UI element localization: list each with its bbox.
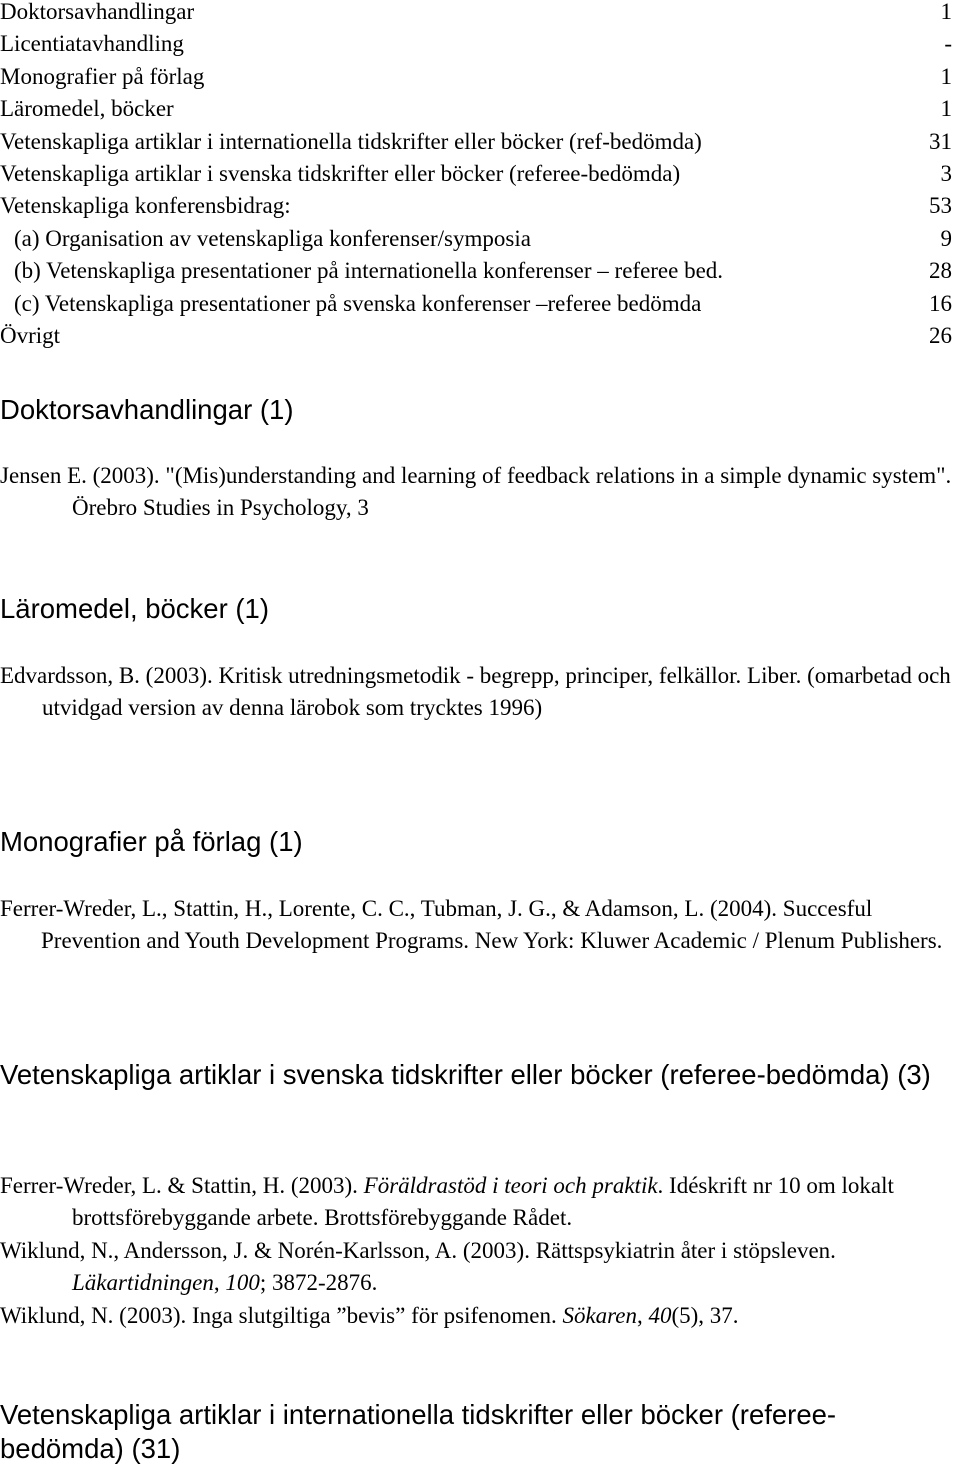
reference-list-laromedel — [0, 660, 960, 725]
summary-row — [0, 32, 952, 64]
section-heading-svenska-artiklar: Vetenskapliga artiklar i svenska tidskrifter eller böcker (referee-bedömda) (3) — [0, 1059, 931, 1090]
summary-count: 1 — [940, 0, 952, 24]
reference-entry — [0, 1300, 960, 1332]
reference-entry — [0, 1170, 960, 1235]
summary-count: - — [944, 31, 952, 57]
reference-journal-italic: Sökaren — [562, 1302, 637, 1328]
summary-label: Licentiatavhandling — [0, 31, 184, 57]
summary-row — [0, 324, 952, 356]
summary-row — [0, 162, 952, 194]
reference-entry — [0, 1235, 960, 1300]
summary-label: Vetenskapliga konferensbidrag: — [0, 193, 291, 219]
summary-label: (c) Vetenskapliga presentationer på svenska konferenser –referee bedömda — [14, 290, 702, 316]
summary-count: 53 — [929, 193, 952, 219]
reference-journal-italic: Läkartidningen — [72, 1270, 214, 1296]
summary-row — [0, 130, 952, 162]
summary-count: 28 — [929, 258, 952, 284]
summary-label: Vetenskapliga artiklar i internationella tidskrifter eller böcker (ref-bedömda) — [0, 128, 702, 154]
reference-entry: Jensen E. (2003). "(Mis)understanding and learning of feedback relations in a simple dynamic system". Örebro Studies in Psychology, 3 — [0, 463, 952, 521]
reference-text: (5), 37. — [671, 1302, 739, 1328]
reference-entry: Edvardsson, B. (2003). Kritisk utredningsmetodik - begrepp, principer, felkällor. Liber. (omarbetad och utvidgad version av denna lärobok som trycktes 1996) — [0, 663, 951, 721]
reference-entry: Ferrer-Wreder, L., Stattin, H., Lorente, C. C., Tubman, J. G., & Adamson, L. (2004). Succesful Prevention and Youth Development Programs. New York: Kluwer Academic / Plenum Publishers. — [0, 896, 943, 954]
summary-label: Övrigt — [0, 322, 61, 348]
reference-text: Ferrer-Wreder, L. & Stattin, H. (2003). — [0, 1173, 364, 1198]
summary-row — [0, 227, 952, 259]
summary-label: (a) Organisation av vetenskapliga konferenser/symposia — [14, 225, 531, 251]
summary-label: (b) Vetenskapliga presentationer på internationella konferenser – referee bed. — [14, 258, 724, 284]
reference-text: ; 3872-2876. — [259, 1270, 378, 1296]
summary-count: 1 — [940, 96, 952, 122]
summary-count: 26 — [929, 322, 952, 348]
reference-volume-italic: 40 — [648, 1302, 672, 1328]
reference-text: , — [213, 1270, 226, 1296]
summary-row — [0, 259, 952, 291]
summary-label: Läromedel, böcker — [0, 96, 174, 122]
reference-text: , — [636, 1302, 649, 1328]
section-heading-doktorsavhandlingar: Doktorsavhandlingar (1) — [0, 394, 294, 425]
summary-label: Monografier på förlag — [0, 63, 205, 89]
reference-list-doktorsavhandlingar — [0, 460, 960, 525]
reference-list-monografier — [0, 893, 960, 958]
summary-count: 1 — [940, 63, 952, 89]
summary-count: 3 — [940, 160, 952, 186]
section-heading-laromedel: Läromedel, böcker (1) — [0, 593, 270, 624]
reference-text: . Idéskrift nr 10 om lokalt brottsförebyggande arbete. Brottsförebyggande Rådet. — [72, 1173, 894, 1231]
reference-list-svenska-artiklar — [0, 1170, 960, 1332]
reference-title-italic: Föräldrastöd i teori och praktik — [363, 1173, 658, 1198]
reference-text: Wiklund, N. (2003). Inga slutgiltiga ”bevis” för psifenomen. — [0, 1302, 563, 1328]
reference-text: Wiklund, N., Andersson, J. & Norén-Karlsson, A. (2003). Rättspsykiatrin åter i stöpsleven. — [0, 1237, 836, 1263]
summary-label: Vetenskapliga artiklar i svenska tidskrifter eller böcker (referee-bedömda) — [0, 160, 681, 186]
summary-row — [0, 65, 952, 97]
publication-summary-table — [0, 0, 952, 356]
section-heading-monografier: Monografier på förlag (1) — [0, 826, 303, 857]
summary-count: 31 — [929, 128, 952, 154]
summary-row — [0, 292, 952, 324]
summary-row — [0, 0, 952, 32]
section-heading-internationella-artiklar: Vetenskapliga artiklar i internationella tidskrifter eller böcker (referee-bedömda) (31) — [0, 1399, 837, 1464]
reference-volume-italic: 100 — [225, 1270, 260, 1296]
summary-count: 9 — [940, 225, 952, 251]
summary-row — [0, 97, 952, 129]
summary-row — [0, 194, 952, 226]
summary-count: 16 — [929, 290, 952, 316]
summary-label: Doktorsavhandlingar — [0, 0, 195, 24]
